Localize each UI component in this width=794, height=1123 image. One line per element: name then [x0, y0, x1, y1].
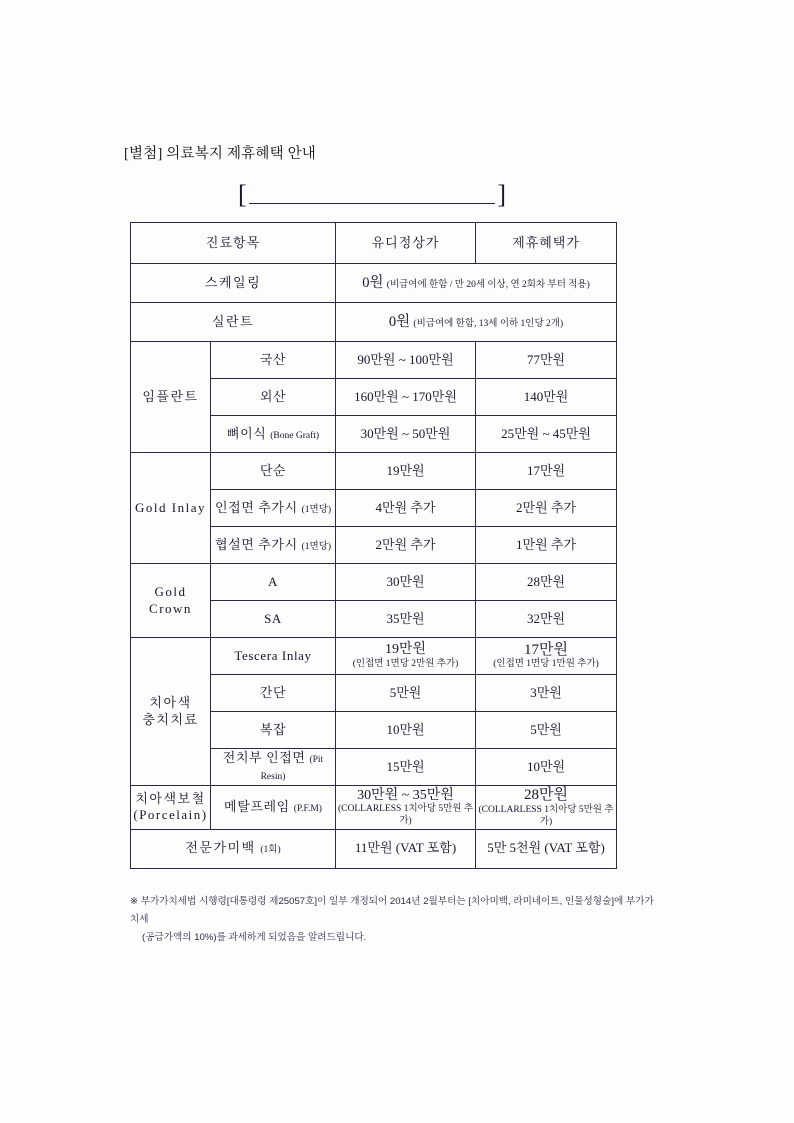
scaling-note: (비급여에 한함 / 만 20세 이상, 연 2회차 부터 적용)	[386, 279, 590, 290]
category-line-2: 충치치료	[142, 711, 199, 727]
item-name	[211, 786, 336, 830]
normal-price: 30만원 ~ 50만원	[336, 416, 476, 453]
row-category-implant: 임플란트	[131, 342, 211, 453]
item-name-note: (P.F.M)	[293, 803, 322, 814]
benefit-price: 28만원	[476, 564, 617, 601]
normal-price-cell	[336, 638, 476, 675]
item-name: SA	[211, 601, 336, 638]
item-name-main: 협설면 추가시	[214, 536, 298, 552]
header-normal-price: 유디정상가	[336, 223, 476, 264]
table-row	[131, 342, 617, 379]
bracket-close: ]	[497, 180, 506, 209]
item-name: 간단	[211, 675, 336, 712]
footnote	[130, 893, 660, 948]
item-name	[211, 490, 336, 527]
category-line-1: 치아색보철	[135, 791, 206, 806]
header-benefit-price: 제휴혜택가	[476, 223, 617, 264]
category-note: (1회)	[260, 845, 281, 856]
item-name	[211, 527, 336, 564]
sealant-price: 0원	[388, 313, 411, 330]
benefit-price: 25만원 ~ 45만원	[476, 416, 617, 453]
normal-price-note: (COLLARLESS 1치아당 5만원 추가)	[338, 804, 474, 826]
table-row	[131, 786, 617, 830]
benefit-price: 140만원	[476, 379, 617, 416]
benefit-price: 5만원	[476, 712, 617, 749]
item-name-main: 뼈이식	[226, 425, 267, 441]
benefit-price: 5만 5천원 (VAT 포함)	[476, 829, 617, 868]
item-name-main: 전치부 인접면	[222, 750, 306, 766]
benefit-price-note: (인접면 1면당 1만원 추가)	[493, 659, 599, 670]
normal-price: 10만원	[336, 712, 476, 749]
sealant-note: (비급여에 한함, 13세 이하 1인당 2개)	[413, 318, 564, 329]
normal-price: 35만원	[336, 601, 476, 638]
table-row	[131, 453, 617, 490]
row-category-gold-crown	[131, 564, 211, 638]
blank-rule	[249, 181, 496, 204]
row-value-scaling	[336, 264, 617, 303]
item-name: A	[211, 564, 336, 601]
item-name: 외산	[211, 379, 336, 416]
row-category-tooth-color-caries	[131, 638, 211, 786]
table-row	[131, 303, 617, 342]
benefit-price: 1만원 추가	[476, 527, 617, 564]
normal-price: 19만원	[336, 453, 476, 490]
benefit-price: 10만원	[476, 749, 617, 786]
item-name-note: (1면당)	[301, 504, 332, 515]
item-name-note: (Bone Graft)	[270, 430, 320, 441]
benefit-price: 17만원	[476, 453, 617, 490]
category-line-1: Gold	[154, 584, 187, 600]
item-name-note: (Pit Resin)	[260, 755, 324, 782]
item-name-main: 인접면 추가시	[214, 499, 298, 515]
item-name: Tescera Inlay	[211, 638, 336, 675]
normal-price: 5만원	[336, 675, 476, 712]
footnote-line-2: (공급가액의 10%)를 과세하게 되었음을 알려드립니다.	[142, 932, 367, 944]
bracket-open: [	[238, 180, 247, 209]
normal-price: 19만원	[384, 642, 427, 658]
item-name: 단순	[211, 453, 336, 490]
item-name: 국산	[211, 342, 336, 379]
price-table	[130, 222, 617, 869]
category-main: 전문가미백	[185, 840, 256, 856]
normal-price-cell	[336, 786, 476, 830]
normal-price: 4만원 추가	[336, 490, 476, 527]
table-row	[131, 564, 617, 601]
row-category-scaling: 스케일링	[131, 264, 336, 303]
item-name-note: (1면당)	[301, 541, 332, 552]
item-name	[211, 416, 336, 453]
page-title: [별첨] 의료복지 제휴혜택 안내	[124, 146, 317, 162]
normal-price: 30만원	[336, 564, 476, 601]
normal-price: 160만원 ~ 170만원	[336, 379, 476, 416]
item-name: 복잡	[211, 712, 336, 749]
table-header-row	[131, 223, 617, 264]
row-value-sealant	[336, 303, 617, 342]
normal-price: 2만원 추가	[336, 527, 476, 564]
table-row	[131, 264, 617, 303]
normal-price: 90만원 ~ 100만원	[336, 342, 476, 379]
benefit-price-cell	[476, 638, 617, 675]
row-category-sealant: 실란트	[131, 303, 336, 342]
normal-price-note: (인접면 1면당 2만원 추가)	[352, 658, 459, 669]
normal-price: 11만원 (VAT 포함)	[336, 829, 476, 868]
benefit-price: 2만원 추가	[476, 490, 617, 527]
benefit-price: 28만원	[524, 787, 568, 803]
header-treatment: 진료항목	[131, 223, 336, 264]
benefit-price-note: (COLLARLESS 1치아당 5만원 추가)	[478, 804, 614, 827]
benefit-price: 77만원	[476, 342, 617, 379]
table-row	[131, 638, 617, 675]
footnote-line-1: ※ 부가가치세법 시행령[대통령령 제25057호]이 일부 개정되어 2014년 2월부터는 [치아미백, 라미네이트, 인물성형술]에 부가가치세	[130, 896, 654, 926]
category-line-1: 치아색	[149, 695, 192, 711]
category-line-2: (Porcelain)	[133, 807, 208, 823]
benefit-price-cell	[476, 786, 617, 830]
normal-price: 30만원 ~ 35만원	[357, 787, 454, 803]
item-name-main: 메탈프레임	[224, 798, 290, 814]
row-category-whitening	[131, 829, 336, 868]
normal-price: 15만원	[336, 749, 476, 786]
category-line-2: Crown	[149, 600, 192, 616]
scaling-price: 0원	[362, 274, 384, 291]
table-row	[131, 829, 617, 868]
benefit-price: 3만원	[476, 675, 617, 712]
row-category-porcelain	[131, 786, 211, 830]
row-category-gold-inlay: Gold Inlay	[131, 453, 211, 564]
item-name	[211, 749, 336, 786]
benefit-price: 32만원	[476, 601, 617, 638]
blank-title-field[interactable]	[238, 178, 506, 212]
benefit-price: 17만원	[524, 641, 568, 658]
